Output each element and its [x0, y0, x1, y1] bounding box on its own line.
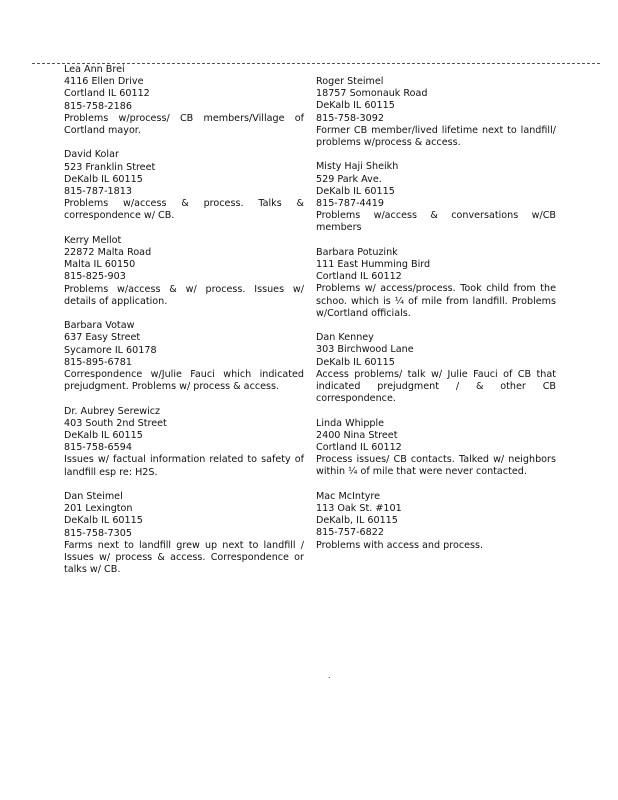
- contact-note: Issues w/ factual information related to safety of landfill esp re: H2S.: [64, 454, 304, 478]
- contact-name: Barbara Potuzink: [316, 246, 398, 258]
- contact-note: Former CB member/lived lifetime next to landfill/ problems w/process & access.: [316, 124, 556, 149]
- contact-phone: 815-825-903: [64, 271, 126, 283]
- contact-address: 18757 Somonauk Road: [316, 88, 428, 100]
- contact-name: Dr. Aubrey Serewicz: [64, 405, 161, 417]
- contact-note: Farms next to landfill grew up next to landfill / Issues w/ process & access. Correspondence or talks w/ CB.: [64, 539, 304, 576]
- contact-city: DeKalb IL 60115: [64, 515, 143, 527]
- contact-note: Correspondence w/Julie Fauci which indicated prejudgment. Problems w/ process & access.: [64, 369, 304, 393]
- contact-note: Problems w/process/ CB members/Village of Cortland mayor.: [64, 112, 304, 137]
- contact-city: Cortland IL 60112: [64, 88, 150, 100]
- contact-address: 22872 Malta Road: [64, 247, 152, 259]
- contact-city: DeKalb IL 60115: [64, 173, 143, 185]
- left-column: [64, 64, 304, 589]
- right-column: [316, 76, 556, 564]
- contact-name: Dan Kenney: [316, 332, 374, 344]
- contact-city: DeKalb, IL 60115: [316, 515, 398, 527]
- contact-address: 111 East Humming Bird: [316, 259, 431, 271]
- contact-city: DeKalb IL 60115: [316, 100, 395, 112]
- contact-phone: 815-787-1813: [64, 186, 132, 198]
- contact-name: Roger Steimel: [316, 76, 384, 87]
- contact-city: Malta IL 60150: [64, 259, 136, 271]
- contact-address: 529 Park Ave.: [316, 173, 382, 185]
- contact-note: Problems w/ access/process. Took child from the schoo. which is ¼ of mile from landfill. Problems w/Cortland officials.: [316, 283, 556, 319]
- contact-entry: [316, 76, 556, 149]
- contact-address: 113 Oak St. #101: [316, 503, 402, 515]
- contact-address: 2400 Nina Street: [316, 429, 398, 441]
- contact-phone: 815-757-6822: [316, 527, 384, 539]
- contact-name: Barbara Votaw: [64, 320, 135, 332]
- contact-name: Lea Ann Brei: [64, 64, 125, 75]
- contact-entry: [316, 332, 556, 405]
- contact-entry: [64, 491, 304, 576]
- contact-phone: 815-758-7305: [64, 527, 132, 539]
- contact-city: DeKalb IL 60115: [316, 356, 395, 368]
- contact-entry: [316, 491, 556, 552]
- contact-phone: 815-895-6781: [64, 356, 132, 368]
- contact-entry: [64, 320, 304, 393]
- contact-phone: 815-758-3092: [316, 112, 384, 124]
- contact-name: David Kolar: [64, 149, 119, 161]
- contact-entry: [64, 406, 304, 479]
- contact-note: Access problems/ talk w/ Julie Fauci of CB that indicated prejudgment / & other CB correspondence.: [316, 368, 556, 405]
- contact-entry: [316, 161, 556, 234]
- contact-name: Mac McIntyre: [316, 490, 381, 502]
- contact-name: Linda Whipple: [316, 417, 385, 429]
- contact-address: 637 Easy Street: [64, 332, 141, 344]
- stray-mark: .: [328, 671, 331, 680]
- contact-phone: 815-758-2186: [64, 100, 132, 112]
- contact-entry: [316, 418, 556, 479]
- contact-city: Cortland IL 60112: [316, 442, 402, 454]
- contact-note: Process issues/ CB contacts. Talked w/ neighbors within ¼ of mile that were never contacted.: [316, 454, 556, 478]
- contact-entry: [64, 64, 304, 137]
- contact-address: 303 Birchwood Lane: [316, 344, 414, 356]
- contact-note: Problems w/access & process. Talks & correspondence w/ CB.: [64, 198, 304, 222]
- contact-city: DeKalb IL 60115: [64, 430, 143, 442]
- contact-address: 4116 Ellen Drive: [64, 76, 144, 88]
- contact-entry: [64, 149, 304, 222]
- contact-entry: [64, 235, 304, 308]
- contact-city: Cortland IL 60112: [316, 271, 402, 283]
- contact-address: 523 Franklin Street: [64, 161, 156, 173]
- contact-note: Problems w/access & w/ process. Issues w/ details of application.: [64, 283, 304, 307]
- contact-address: 403 South 2nd Street: [64, 417, 167, 429]
- contact-name: Misty Haji Sheikh: [316, 161, 399, 173]
- contact-entry: [316, 247, 556, 320]
- contact-address: 201 Lexington: [64, 503, 133, 515]
- contact-city: DeKalb IL 60115: [316, 185, 395, 197]
- contact-phone: 815-787-4419: [316, 198, 384, 210]
- contact-city: Sycamore IL 60178: [64, 344, 157, 356]
- contact-note: Problems w/access & conversations w/CB members: [316, 210, 556, 234]
- contact-name: Dan Steimel: [64, 491, 123, 503]
- contact-phone: 815-758-6594: [64, 442, 132, 454]
- contact-note: Problems with access and process.: [316, 539, 484, 551]
- contact-name: Kerry Mellot: [64, 234, 122, 246]
